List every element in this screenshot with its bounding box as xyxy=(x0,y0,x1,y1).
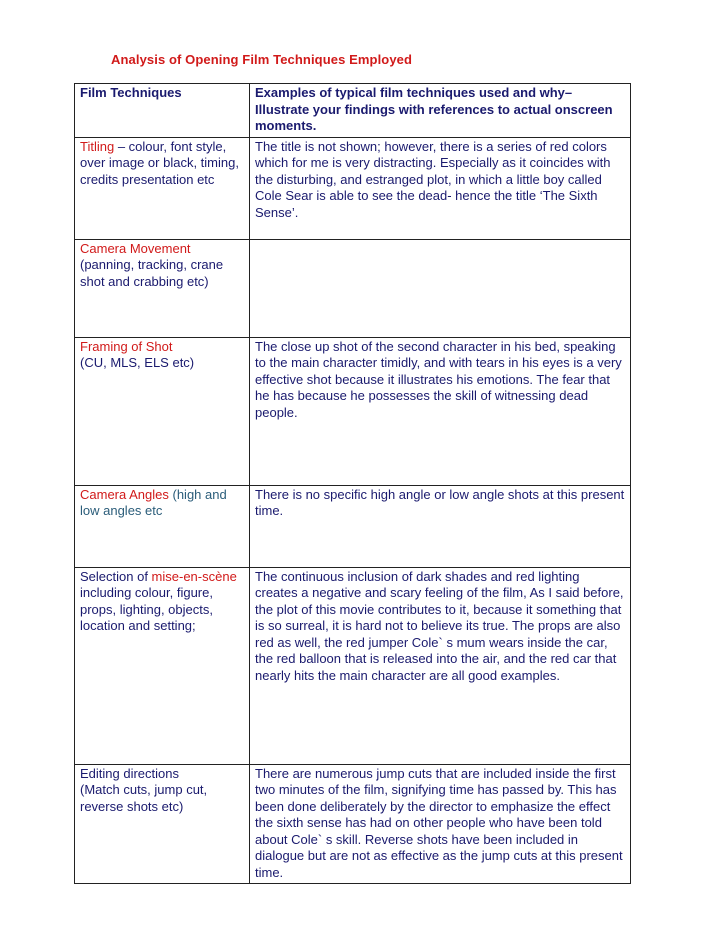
analysis-table xyxy=(74,83,631,884)
technique-desc: (Match cuts, jump cut, reverse shots etc) xyxy=(80,782,208,814)
table-row xyxy=(75,337,631,485)
technique-term: Camera Movement xyxy=(80,240,191,256)
answer-text: The continuous inclusion of dark shades and red lighting creates a negative and scary feeling of the film, As I said before, the plot of this movie contributes to it, because it something that is so surreal, it is hard not to believe its true. The props are also red as well, the red jumper Cole` s mum wears inside the car, the red balloon that is released into the air, and the red car that nearly hits the main character are all good examples. xyxy=(255,568,624,683)
table-row xyxy=(75,764,631,884)
answer-cell xyxy=(250,764,631,884)
technique-desc: (high and low angles etc xyxy=(80,486,227,518)
answer-cell xyxy=(250,137,631,239)
technique-term: Titling xyxy=(80,138,115,154)
table-row xyxy=(75,239,631,337)
technique-cell xyxy=(75,567,250,764)
header-film-techniques xyxy=(75,84,250,138)
technique-desc: – colour, font style, over image or black, timing, credits presentation etc xyxy=(80,138,239,187)
answer-cell xyxy=(250,485,631,567)
technique-desc: (panning, tracking, crane shot and crabbing etc) xyxy=(80,257,224,289)
answer-text: There are numerous jump cuts that are included inside the first two minutes of the film, signifying time has passed by. This has been done deliberately by the director to emphasize the effect the sixth sense has had on other people who have been told about Cole` s skill. Reverse shots have been included in dialogue but are not as effective as the jump cuts at this present time. xyxy=(255,765,623,880)
technique-term: Camera Angles xyxy=(80,486,169,502)
technique-term: Editing directions xyxy=(80,765,179,781)
table-row xyxy=(75,137,631,239)
technique-cell xyxy=(75,239,250,337)
document-title: Analysis of Opening Film Techniques Employed xyxy=(111,52,413,67)
answer-text: There is no specific high angle or low angle shots at this present time. xyxy=(255,486,625,518)
header-examples xyxy=(250,84,631,138)
answer-cell xyxy=(250,567,631,764)
header-col2-text: Examples of typical film techniques used and why– Illustrate your findings with references to actual onscreen moments. xyxy=(255,85,613,133)
answer-text: The title is not shown; however, there is a series of red colors which for me is very distracting. Especially as it coincides with the disturbing, and estranged plot, in which a little boy called Cole Sear is able to see the dead- hence the title ‘The Sixth Sense’. xyxy=(255,138,611,220)
technique-cell xyxy=(75,764,250,884)
technique-term: mise-en-scène xyxy=(151,568,237,584)
technique-cell xyxy=(75,137,250,239)
technique-cell xyxy=(75,337,250,485)
answer-cell xyxy=(250,239,631,337)
technique-desc: (CU, MLS, ELS etc) xyxy=(80,355,195,370)
answer-cell xyxy=(250,337,631,485)
technique-prefix: Selection of xyxy=(80,568,152,584)
technique-term: Framing of Shot xyxy=(80,338,173,354)
table-row xyxy=(75,567,631,764)
table-header-row xyxy=(75,84,631,138)
technique-desc: including colour, figure, props, lighting, objects, location and setting; xyxy=(80,585,213,633)
table-row xyxy=(75,485,631,567)
header-col1-text: Film Techniques xyxy=(80,85,182,100)
technique-cell xyxy=(75,485,250,567)
answer-text: The close up shot of the second character in his bed, speaking to the main character timidly, and with tears in his eyes is a very effective shot because it illustrates his emotions. The fear that he has because he possesses the skill of witnessing dead people. xyxy=(255,338,622,420)
